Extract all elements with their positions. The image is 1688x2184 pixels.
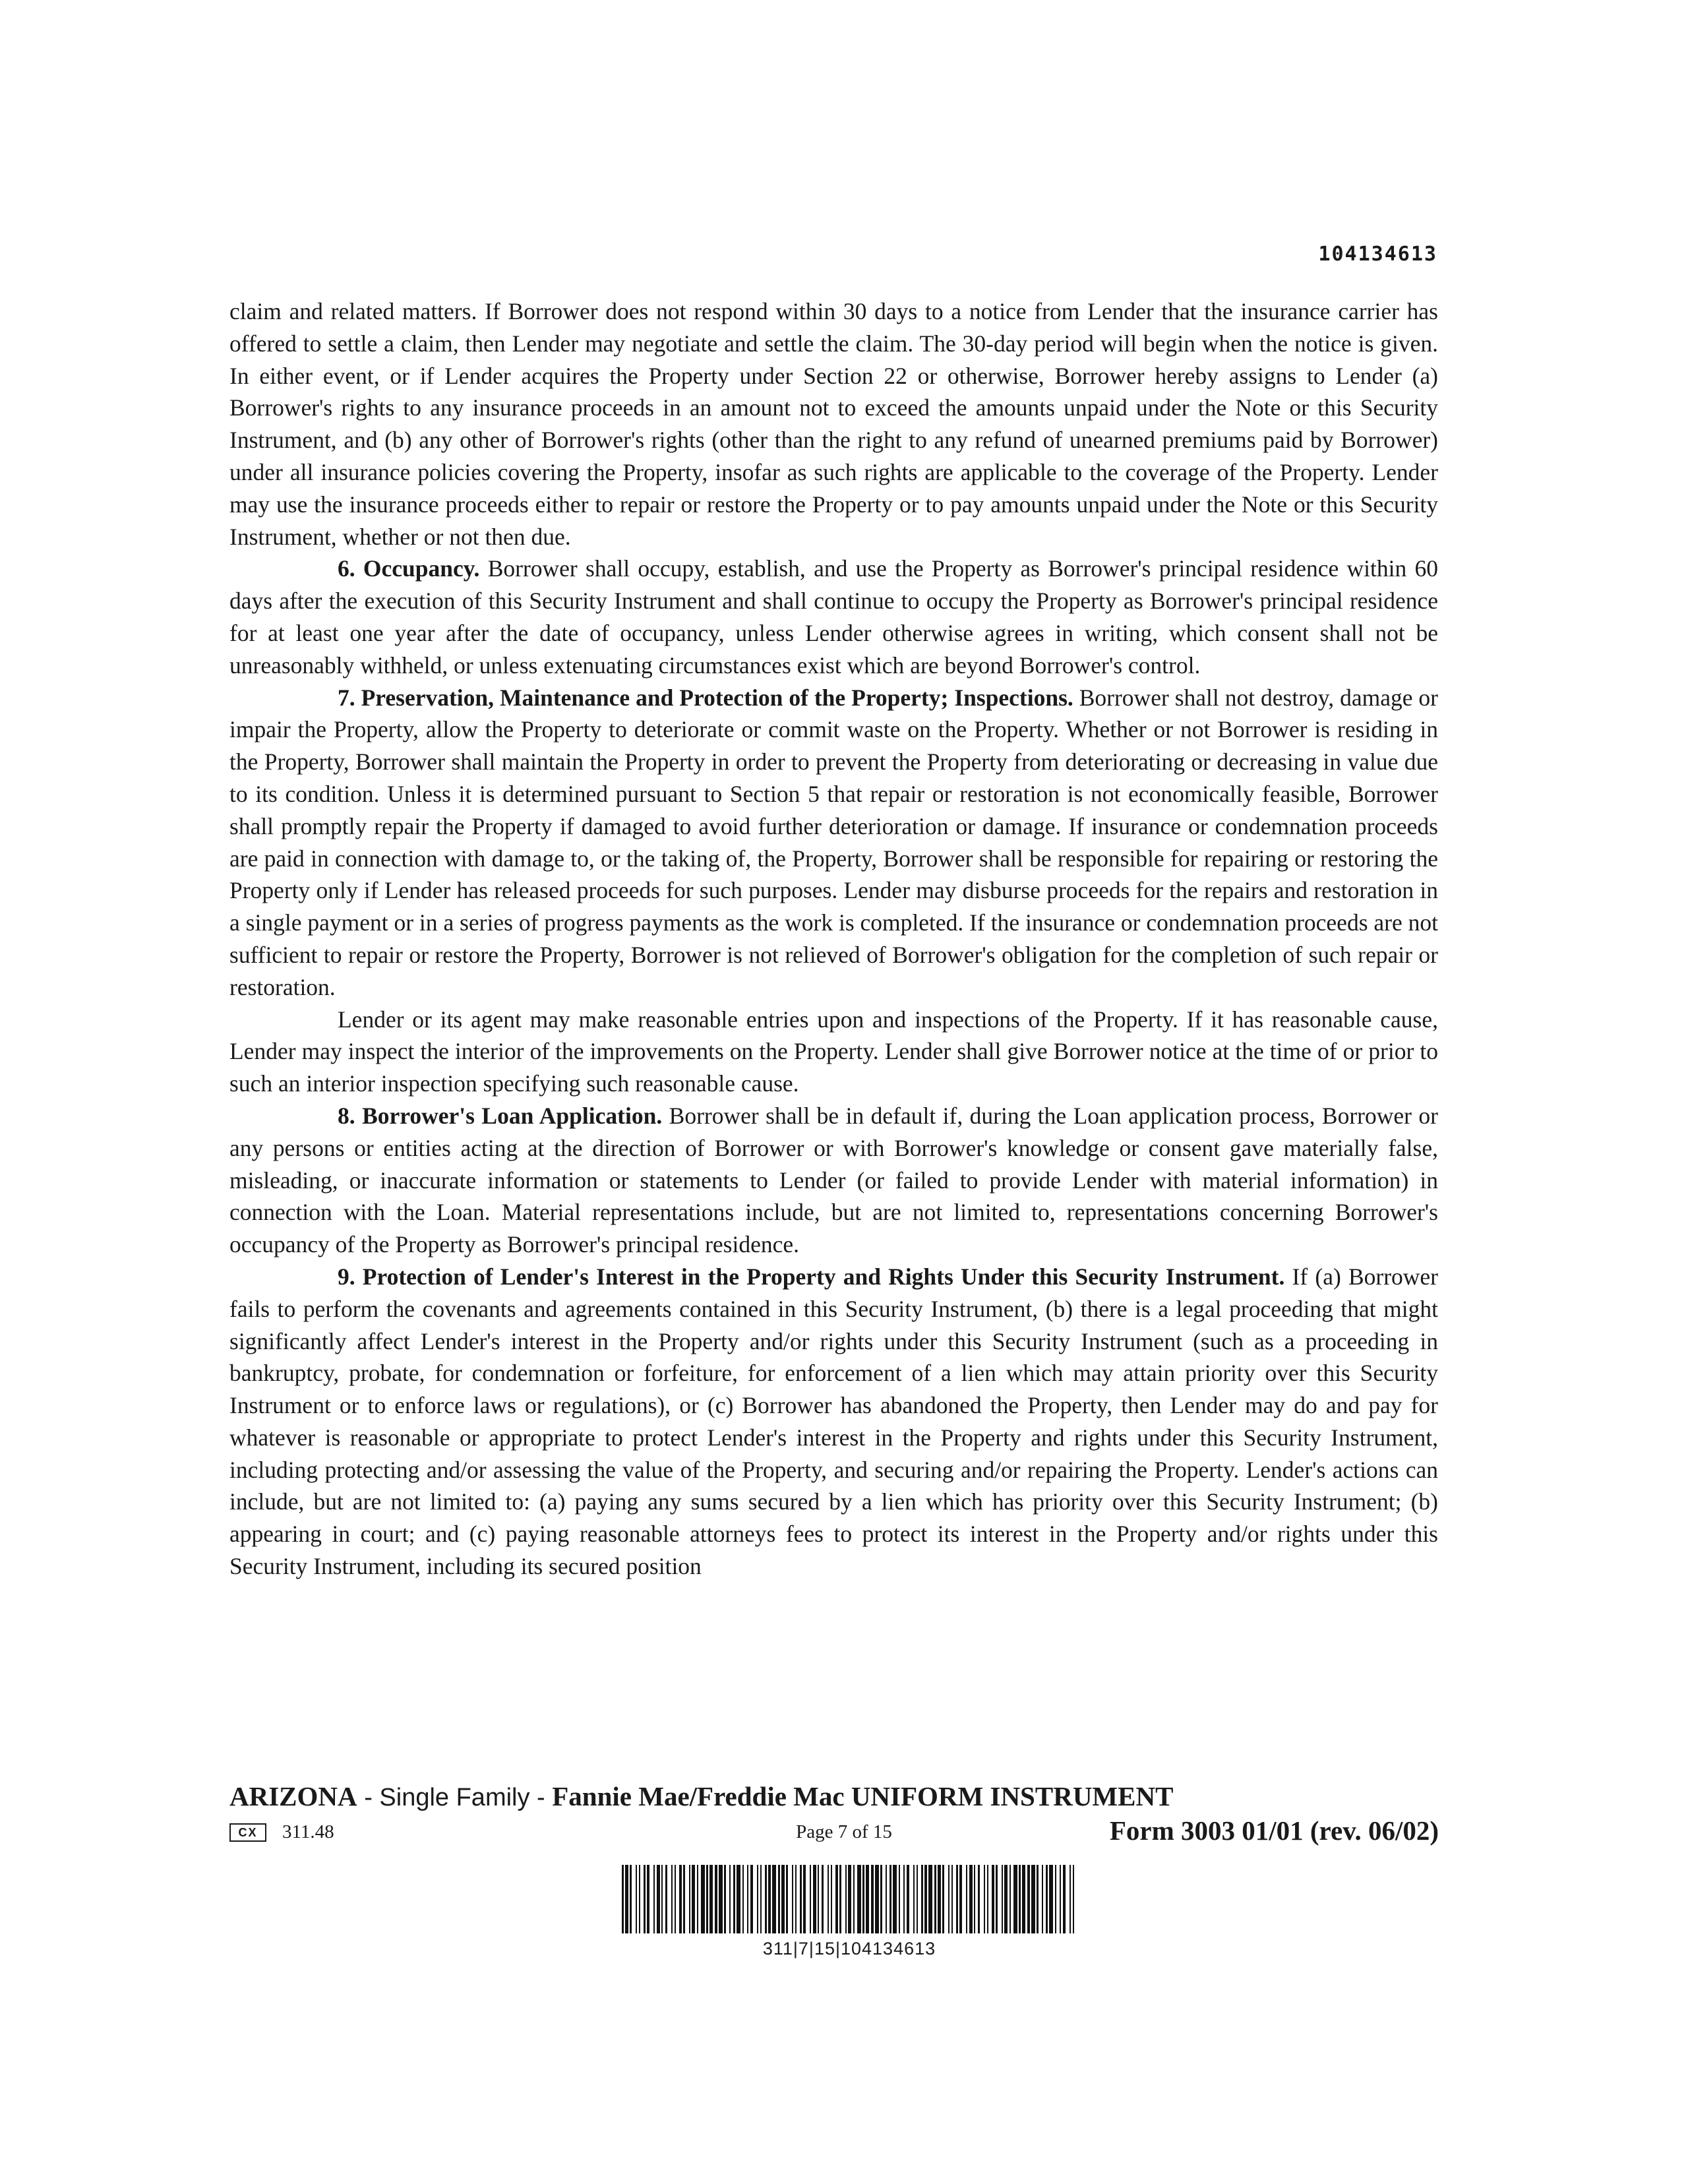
section-9-heading: 9. Protection of Lender's Interest in the Property and Rights Under this Security Instrument. [338,1263,1285,1290]
cx-logo-icon: CX [229,1823,266,1842]
section-9-protection [229,1261,1438,1583]
section-9-text: If (a) Borrower fails to perform the covenants and agreements contained in this Security Instrument, (b) there is a legal proceeding that might significantly affect Lender's interest in the Property and/or rights under this Security Instrument (such as a proceeding in bankruptcy, probate, for condemnation or forfeiture, for enforcement of a lien which may attain priority over this Security Instrument or to enforce laws or regulations), or (c) Borrower has abandoned the Property, then Lender may do and pay for whatever is reasonable or appropriate to protect Lender's interest in the Property and rights under this Security Instrument, including protecting and/or assessing the value of the Property, and securing and/or repairing the Property. Lender's actions can include, but are not limited to: (a) paying any sums secured by a lien which has priority over this Security Instrument; (b) appearing in court; and (c) paying reasonable attorneys fees to protect its interest in the Property and/or rights under this Security Instrument, including its secured position [229,1263,1438,1580]
footer-state: ARIZONA [229,1781,357,1811]
loan-number: 104134613 [1318,243,1437,266]
section-7-preservation [229,682,1438,1004]
barcode-text: 311|7|15|104134613 [762,1939,936,1958]
section-6-text: Borrower shall occupy, establish, and use the Property as Borrower's principal residence within 60 days after the execution of this Security Instrument and shall continue to occupy the Property as Borrower's principal residence for at least one year after the date of occupancy, unless Lender otherwise agrees in writing, which consent shall not be unreasonably withheld, or unless extenuating circumstances exist which are beyond Borrower's control. [229,555,1438,679]
footer-separator: - Single Family - [357,1784,553,1811]
section-7-inspections: Lender or its agent may make reasonable entries upon and inspections of the Property. If it has reasonable cause, Lender may inspect the interior of the improvements on the Property. Lender shall give Borrower notice at the time of or prior to such an interior inspection specifying such reasonable cause. [229,1006,1438,1097]
section-8-heading: 8. Borrower's Loan Application. [338,1102,663,1129]
section-8-loan-application [229,1100,1438,1261]
section-7-text: Borrower shall not destroy, damage or impair the Property, allow the Property to deteriorate or commit waste on the Property. Whether or not Borrower is residing in the Property, Borrower shall maintain the Property in order to prevent the Property from deteriorating or decreasing in value due to its condition. Unless it is determined pursuant to Section 5 that repair or restoration is not economically feasible, Borrower shall promptly repair the Property if damaged to avoid further deterioration or damage. If insurance or condemnation proceeds are paid in connection with damage to, or the taking of, the Property, Borrower shall be responsible for repairing or restoring the Property only if Lender has released proceeds for such purposes. Lender may disburse proceeds for the repairs and restoration in a single payment or in a series of progress payments as the work is completed. If the insurance or condemnation proceeds are not sufficient to repair or restore the Property, Borrower is not relieved of Borrower's obligation for the completion of such repair or restoration. [229,684,1438,1000]
paragraph-insurance-claim: claim and related matters. If Borrower does not respond within 30 days to a notice from Lender that the insurance carrier has offered to settle a claim, then Lender may negotiate and settle the claim. The 30-day period will begin when the notice is given. In either event, or if Lender acquires the Property under Section 22 or otherwise, Borrower hereby assigns to Lender (a) Borrower's rights to any insurance proceeds in an amount not to exceed the amounts unpaid under the Note or this Security Instrument, and (b) any other of Borrower's rights (other than the right to any refund of unearned premiums paid by Borrower) under all insurance policies covering the Property, insofar as such rights are applicable to the coverage of the Property. Lender may use the insurance proceeds either to repair or restore the Property or to pay amounts unpaid under the Note or this Security Instrument, whether or not then due. [229,298,1438,550]
section-6-heading: 6. Occupancy. [338,555,480,582]
section-6-occupancy [229,553,1438,681]
section-7-heading: 7. Preservation, Maintenance and Protection of the Property; Inspections. [338,684,1073,711]
footer-agency: Fannie Mae/Freddie Mac UNIFORM INSTRUMENT [552,1781,1174,1811]
form-number: Form 3003 01/01 (rev. 06/02) [1109,1815,1439,1846]
document-body [229,295,1438,1583]
footer-instrument-title [229,1780,1173,1812]
footer-code: 311.48 [282,1821,334,1842]
footer-code-group [229,1821,334,1843]
page-number: Page 7 of 15 [796,1821,892,1842]
barcode-icon [622,1865,1077,1933]
section-8-text: Borrower shall be in default if, during the Loan application process, Borrower or any persons or entities acting at the direction of Borrower or with Borrower's knowledge or consent gave materially false, misleading, or inaccurate information or statements to Lender (or failed to provide Lender with material information) in connection with the Loan. Material representations include, but are not limited to, representations concerning Borrower's occupancy of the Property as Borrower's principal residence. [229,1102,1438,1258]
